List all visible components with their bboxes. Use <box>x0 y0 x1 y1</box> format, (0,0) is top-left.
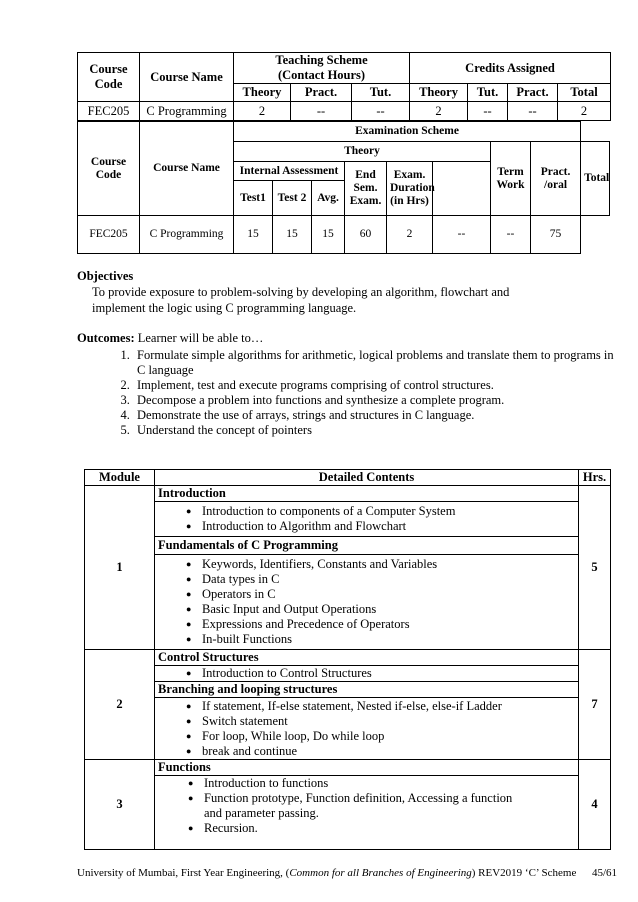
modules-table <box>84 469 611 850</box>
credit-pract-cell: -- <box>508 102 558 121</box>
list-item: ● Introduction to Algorithm and Flowchart <box>186 519 575 534</box>
outcomes-list <box>77 348 617 438</box>
page-number: 45/61 <box>591 867 617 879</box>
list-item: 4. Demonstrate the use of arrays, strings and structures in C language. <box>133 408 617 423</box>
module-number: 1 <box>85 486 155 650</box>
examination-scheme-table <box>77 121 610 254</box>
credit-total-cell: 2 <box>558 102 611 121</box>
pract-header: Pract. <box>291 84 352 102</box>
module-section-title: Control Structures <box>155 650 579 666</box>
module-number: 3 <box>85 760 155 850</box>
list-item: 3. Decompose a problem into functions and synthesize a complete program. <box>133 393 617 408</box>
footer-text: University of Mumbai, First Year Engineering, (Common for all Branches of Engineering) REV2019 ‘C’ Scheme <box>77 867 577 879</box>
credit-pract-header: Pract. <box>508 84 558 102</box>
end-sem-exam-header: End Sem. Exam. <box>345 162 387 216</box>
pract-cell: -- <box>291 102 352 121</box>
test1-header: Test1 <box>234 181 273 216</box>
course-code-header: Course Code <box>78 53 140 102</box>
module-section-title: Fundamentals of C Programming <box>155 537 579 555</box>
list-item: ● In-built Functions <box>186 632 575 647</box>
course-name-cell: C Programming <box>140 216 234 254</box>
outcomes-intro: Learner will be able to… <box>134 331 264 345</box>
list-item: ● Function prototype, Function definition, Accessing a function and parameter passing. <box>188 791 528 821</box>
course-name-header: Course Name <box>140 53 234 102</box>
module-header: Module <box>85 470 155 486</box>
page-footer <box>77 867 617 879</box>
duration-cell: 2 <box>387 216 433 254</box>
module-hours: 7 <box>579 650 611 760</box>
credit-tut-cell: -- <box>468 102 508 121</box>
internal-assessment-header: Internal Assessment <box>234 162 345 181</box>
theory-cell: 2 <box>234 102 291 121</box>
list-item: 5. Understand the concept of pointers <box>133 423 617 438</box>
theory-header: Theory <box>234 84 291 102</box>
list-item: ● Basic Input and Output Operations <box>186 602 575 617</box>
tut-cell: -- <box>352 102 410 121</box>
examination-scheme-header: Examination Scheme <box>234 122 581 142</box>
outcomes-heading: Outcomes: <box>77 331 135 345</box>
course-code-header: Course Code <box>78 122 140 216</box>
list-item: 2. Implement, test and execute programs comprising of control structures. <box>133 378 617 393</box>
test2-header: Test 2 <box>273 181 312 216</box>
list-item: ● Data types in C <box>186 572 575 587</box>
table-row <box>78 216 610 254</box>
credit-theory-header: Theory <box>410 84 468 102</box>
list-item: ● For loop, While loop, Do while loop <box>186 729 575 744</box>
outcomes-section <box>77 331 617 438</box>
outcomes-heading-line <box>77 331 617 346</box>
course-name-header: Course Name <box>140 122 234 216</box>
teaching-scheme-table <box>77 52 611 121</box>
list-item: ● Introduction to Control Structures <box>186 666 575 681</box>
tut-header: Tut. <box>352 84 410 102</box>
list-item: ● If statement, If-else statement, Nested if-else, else-if Ladder <box>186 699 575 714</box>
table-row <box>78 102 611 121</box>
list-item: ● Switch statement <box>186 714 575 729</box>
end-sem-cell: 60 <box>345 216 387 254</box>
module-section-contents <box>155 776 579 850</box>
avg-cell: 15 <box>312 216 345 254</box>
module-section-contents <box>155 502 579 537</box>
credits-assigned-header: Credits Assigned <box>410 53 611 84</box>
module-hours: 4 <box>579 760 611 850</box>
credit-tut-header: Tut. <box>468 84 508 102</box>
list-item: ● Recursion. <box>188 821 528 836</box>
objectives-line-2: implement the logic using C programming language. <box>92 301 357 315</box>
exam-duration-header: Exam. Duration (in Hrs) <box>387 162 433 216</box>
objectives-heading: Objectives <box>77 269 134 283</box>
course-code-cell: FEC205 <box>78 102 140 121</box>
test2-cell: 15 <box>273 216 312 254</box>
pract-oral-cell: -- <box>491 216 531 254</box>
credit-theory-cell: 2 <box>410 102 468 121</box>
credit-total-header: Total <box>558 84 611 102</box>
module-section-contents <box>155 698 579 760</box>
course-name-cell: C Programming <box>140 102 234 121</box>
list-item: ● Expressions and Precedence of Operators <box>186 617 575 632</box>
module-section-title: Branching and looping structures <box>155 682 579 698</box>
objectives-section <box>77 268 617 316</box>
test1-cell: 15 <box>234 216 273 254</box>
term-work-header: Term Work <box>491 142 531 216</box>
list-item: ● Introduction to functions <box>188 776 528 791</box>
contents-header: Detailed Contents <box>155 470 579 486</box>
module-section-title: Introduction <box>155 486 579 502</box>
pract-oral-header: Pract. /oral <box>531 142 581 216</box>
module-section-contents <box>155 555 579 650</box>
list-item: ● Keywords, Identifiers, Constants and Variables <box>186 557 575 572</box>
module-section-title: Functions <box>155 760 579 776</box>
module-number: 2 <box>85 650 155 760</box>
teaching-scheme-header: Teaching Scheme (Contact Hours) <box>234 53 410 84</box>
objectives-line-1: To provide exposure to problem-solving by developing an algorithm, flowchart and <box>92 285 510 299</box>
hrs-header: Hrs. <box>579 470 611 486</box>
total-cell: 75 <box>531 216 581 254</box>
course-code-cell: FEC205 <box>78 216 140 254</box>
list-item: ● Operators in C <box>186 587 575 602</box>
list-item: 1. Formulate simple algorithms for arithmetic, logical problems and translate them to programs in C language <box>133 348 617 378</box>
module-section-contents <box>155 666 579 682</box>
avg-header: Avg. <box>312 181 345 216</box>
total-header: Total <box>581 142 610 216</box>
list-item: ● Introduction to components of a Computer System <box>186 504 575 519</box>
theory-header: Theory <box>234 142 491 162</box>
list-item: ● break and continue <box>186 744 575 759</box>
module-hours: 5 <box>579 486 611 650</box>
term-work-cell: -- <box>433 216 491 254</box>
